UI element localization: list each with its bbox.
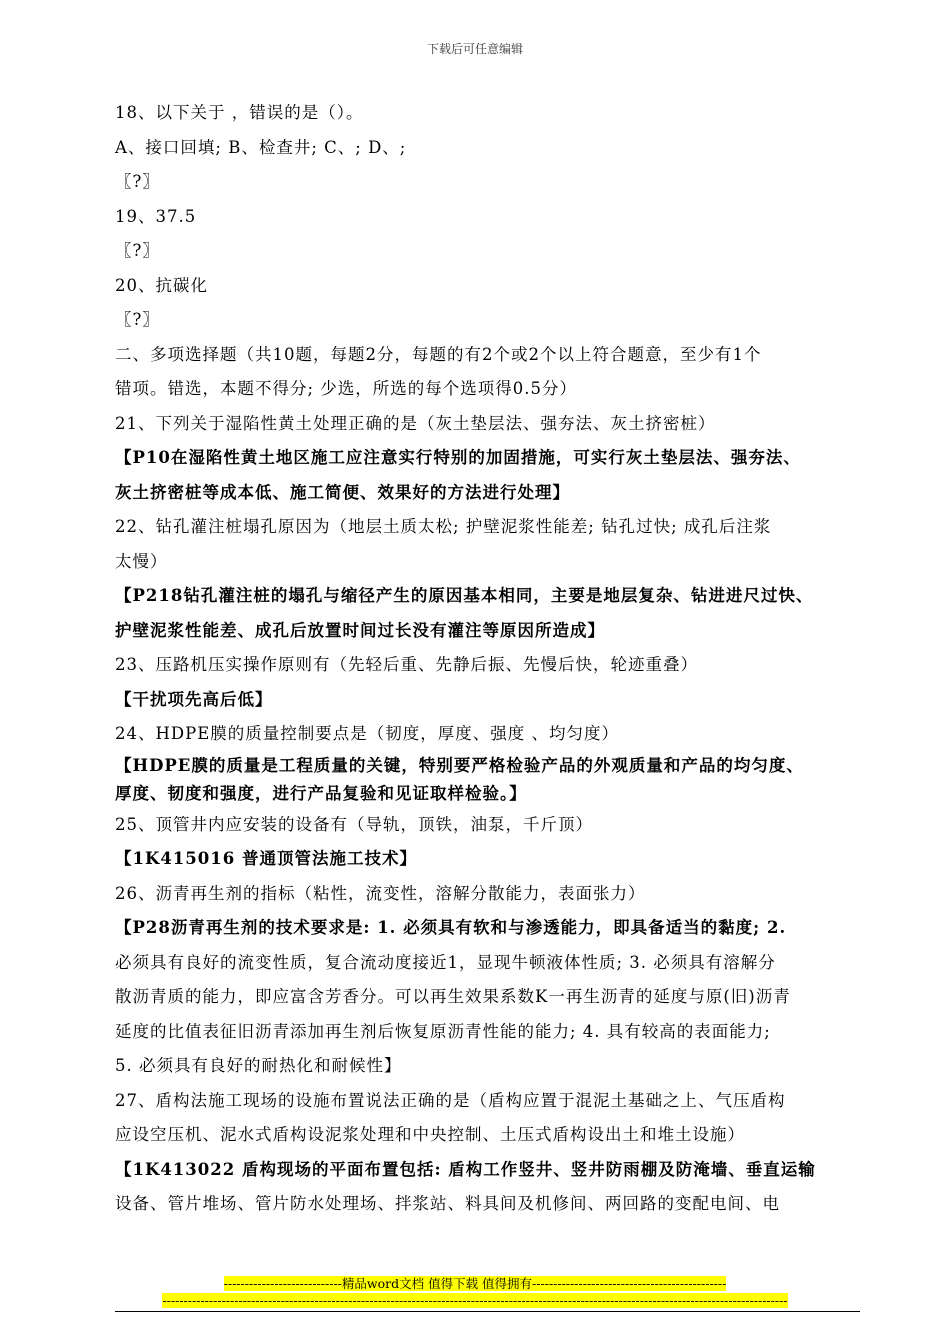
text-line: 【1K413022 盾构现场的平面布置包括: 盾构工作竖井、竖井防雨棚及防淹墙、垂直运输 [115, 1159, 816, 1179]
text-line: 【HDPE膜的质量是工程质量的关键，特别要严格检验产品的外观质量和产品的均匀度、 [115, 755, 804, 775]
text-line: 必须具有良好的流变性质，复合流动度接近1，显现牛顿液体性质; 3. 必须具有溶解分 [115, 952, 776, 972]
footer-banner-dashes: ---------------------------------------------------------------------------------------------------------------------------------------------------- [162, 1293, 788, 1308]
text-line: 延度的比值表征旧沥青添加再生剂后恢复原沥青性能的能力; 4. 具有较高的表面能力; [115, 1021, 771, 1041]
text-line: 【P28沥青再生剂的技术要求是: 1. 必须具有软和与渗透能力，即具备适当的黏度; 2. [115, 918, 787, 937]
text-line: 灰土挤密桩等成本低、施工简便、效果好的方法进行处理】 [115, 482, 570, 502]
text-line: 5. 必须具有良好的耐热化和耐候性】 [115, 1056, 402, 1075]
text-line: 21、下列关于湿陷性黄土处理正确的是（灰土垫层法、强夯法、灰土挤密桩） [115, 413, 716, 433]
text-line: 26、沥青再生剂的指标（粘性，流变性，溶解分散能力，表面张力） [115, 883, 646, 903]
text-line: 二、多项选择题（共10题，每题2分，每题的有2个或2个以上符合题意，至少有1个 [115, 344, 762, 364]
text-line: 错项。错选，本题不得分; 少选，所选的每个选项得0.5分） [115, 379, 578, 398]
text-line: 【干扰项先高后低】 [115, 689, 273, 709]
text-line: 24、HDPE膜的质量控制要点是（韧度，厚度、强度 、均匀度） [115, 724, 620, 743]
text-line: A、接口回填; B、检查井; C、; D、; [115, 137, 407, 157]
text-line: 22、钻孔灌注桩塌孔原因为（地层土质太松; 护壁泥浆性能差; 钻孔过快; 成孔后注浆 [115, 517, 772, 536]
footer-banner-bottom [0, 1293, 950, 1309]
text-line: 【P218钻孔灌注桩的塌孔与缩径产生的原因基本相同，主要是地层复杂、钻进进尺过快、 [115, 586, 814, 605]
document-body [115, 96, 865, 1222]
text-line: 25、顶管井内应安装的设备有（导轨，顶铁，油泵，千斤顶） [115, 814, 593, 834]
text-line: 太慢） [115, 551, 168, 571]
header-note: 下载后可任意编辑 [426, 42, 523, 56]
text-line: 厚度、韧度和强度，进行产品复验和见证取样检验。】 [115, 783, 527, 803]
text-line: 设备、管片堆场、管片防水处理场、拌浆站、料具间及机修间、两回路的变配电间、电 [115, 1194, 780, 1213]
footer-banner-text: ----------------------------精品word文档 值得下载 值得拥有---------------------------------------------- [223, 1276, 727, 1291]
footer-banner-top [0, 1276, 950, 1292]
text-line: 23、压路机压实操作原则有（先轻后重、先静后振、先慢后快，轮迹重叠） [115, 655, 698, 674]
text-line: 18、以下关于 ，错误的是（）。 [115, 103, 364, 122]
text-line: 20、抗碳化 [115, 275, 208, 295]
text-line: 【1K415016 普通顶管法施工技术】 [115, 849, 417, 868]
text-line: 应设空压机、泥水式盾构设泥浆处理和中央控制、土压式盾构设出土和堆土设施） [115, 1125, 745, 1144]
text-line: 〖?〗 [115, 310, 160, 329]
text-line: 〖?〗 [115, 172, 160, 191]
text-line: 19、37.5 [115, 206, 197, 226]
text-line: 【P10在湿陷性黄土地区施工应注意实行特别的加固措施，可实行灰土垫层法、强夯法、 [115, 448, 801, 467]
text-line: 散沥青质的能力，即应富含芳香分。可以再生效果系数K一再生沥青的延度与原(旧)沥青 [115, 987, 791, 1006]
text-line: 〖?〗 [115, 241, 160, 260]
text-line: 27、盾构法施工现场的设施布置说法正确的是（盾构应置于混泥土基础之上、气压盾构 [115, 1090, 786, 1110]
text-line: 护壁泥浆性能差、成孔后放置时间过长没有灌注等原因所造成】 [115, 620, 605, 640]
footer-rule [115, 1311, 860, 1312]
